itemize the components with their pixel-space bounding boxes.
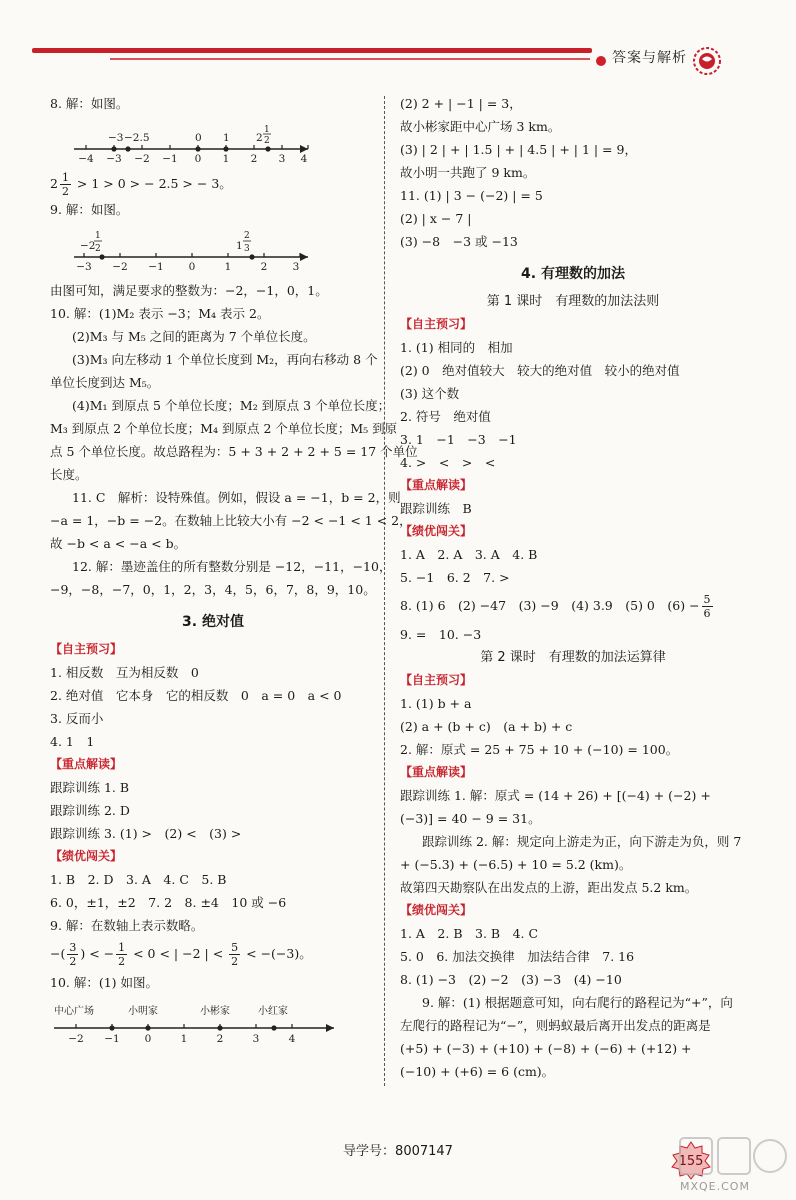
text-line: (2)M₃ 与 M₅ 之间的距离为 7 个单位长度。 <box>72 329 316 344</box>
q8-label-frac-den: 2 <box>264 136 270 146</box>
frac-num: 3 <box>69 941 77 954</box>
q8-label-frac-whole: 2 <box>256 132 263 144</box>
text-line: 2. 绝对值 它本身 它的相反数 0 a = 0 a < 0 <box>50 688 342 703</box>
text-line: 6. 0，±1，±2 7. 2 8. ±4 10 或 −6 <box>50 895 287 910</box>
text-line: 故小明一共跑了 9 km。 <box>400 165 536 180</box>
q8-label-1: 1 <box>223 132 230 144</box>
q8-ans-den: 2 <box>61 185 69 198</box>
q8-tick: 4 <box>300 153 308 165</box>
watermark-text: MXQE.COM <box>680 1180 750 1193</box>
tag-key: 【重点解读】 <box>400 478 473 492</box>
text-line: 4. > < > < <box>400 455 496 470</box>
text-line: 2. 符号 绝对值 <box>400 409 491 424</box>
text-line: 8. (1) −3 (2) −2 (3) −3 (4) −10 <box>400 972 622 987</box>
footer-guide-number: 导学号：8007147 <box>343 1144 453 1159</box>
text-line: 9. = 10. −3 <box>400 627 482 642</box>
ineq-frac <box>116 941 127 968</box>
q10-tick: 2 <box>216 1033 224 1045</box>
header-subrule <box>110 58 590 60</box>
q10-tick: −1 <box>104 1033 120 1045</box>
lesson-1-title: 第 1 课时 有理数的加法法则 <box>486 294 660 309</box>
frac-num: 5 <box>231 941 239 954</box>
text-line: (+5) + (−3) + (+10) + (−8) + (−6) + (+12) + <box>400 1041 692 1056</box>
q8-tick: 3 <box>278 153 286 165</box>
page-number: 155 <box>678 1154 704 1169</box>
q8-answer <box>50 171 376 198</box>
q10-tick: 4 <box>288 1033 296 1045</box>
frac-den: 2 <box>118 955 126 968</box>
q10-tick: 1 <box>180 1033 188 1045</box>
frac-num: 5 <box>703 593 711 606</box>
q10-tick: 0 <box>144 1033 152 1045</box>
text-line: (−3)] = 40 − 9 = 31。 <box>400 811 541 826</box>
text-line: 1. B 2. D 3. A 4. C 5. B <box>50 872 227 887</box>
text-line: 1. (1) 相同的 相加 <box>400 340 513 355</box>
right-column <box>400 92 746 1083</box>
q9-tick: 3 <box>292 261 300 273</box>
text-line: 1. (1) b + a <box>400 696 472 711</box>
text-line: (3) 这个数 <box>400 386 460 401</box>
text-line: 5. −1 6. 2 7. > <box>400 570 510 585</box>
tag-excel: 【绩优闯关】 <box>400 903 473 917</box>
text-line: 10. 解：(1)M₂ 表示 −3；M₄ 表示 2。 <box>50 306 270 321</box>
q9-frac-right-num: 2 <box>244 231 250 241</box>
ineq-frac <box>67 941 78 968</box>
text-line: 1. A 2. B 3. B 4. C <box>400 926 539 941</box>
tag-preview: 【自主预习】 <box>400 317 473 331</box>
ineq-part: −( <box>50 946 66 961</box>
frac-den: 2 <box>69 955 77 968</box>
header-rule <box>32 48 592 53</box>
frac-den: 6 <box>703 607 711 620</box>
l1-q8-frac <box>702 593 713 620</box>
tag-preview: 【自主预习】 <box>400 673 473 687</box>
text-line: 故 −b < a < −a < b。 <box>50 536 187 551</box>
q9-tick: −2 <box>112 261 128 273</box>
text-line: 由图可知，满足要求的整数为：−2，−1，0，1。 <box>50 283 328 298</box>
q9-frac-left-den: 2 <box>95 244 101 254</box>
text-line: 4. 1 1 <box>50 734 95 749</box>
q9-tick: −3 <box>76 261 92 273</box>
q9-inequality <box>50 937 376 971</box>
text-line: (2) 2 + | −1 | = 3， <box>400 96 522 111</box>
text-line: (2) | x − 7 | <box>400 211 472 226</box>
globe-logo-icon <box>690 44 724 78</box>
text-line: 5. 0 6. 加法交换律 加法结合律 7. 16 <box>400 949 635 964</box>
q8-ans-frac <box>60 171 71 198</box>
text-line: (4)M₁ 到原点 5 个单位长度；M₂ 到原点 3 个单位长度； <box>72 398 391 413</box>
q8-tick: 0 <box>194 153 202 165</box>
q10-intro: 10. 解：(1) 如图。 <box>50 975 159 990</box>
tag-excel: 【绩优闯关】 <box>400 524 473 538</box>
q8-number-line <box>50 119 310 165</box>
text-line: (3) −8 −3 或 −13 <box>400 234 518 249</box>
q8-label-n25: −2.5 <box>124 132 150 144</box>
q8-tick: −1 <box>162 153 178 165</box>
q8-tick: 1 <box>222 153 230 165</box>
text-line: M₃ 到原点 2 个单位长度；M₄ 到原点 2 个单位长度；M₅ 到原 <box>50 421 398 436</box>
section-4-title: 4. 有理数的加法 <box>521 266 625 282</box>
ineq-part: < −(−3)。 <box>242 946 312 961</box>
column-divider <box>384 96 385 1086</box>
text-line: −9，−8，−7，0，1，2，3，4，5，6，7，8，9，10。 <box>50 582 376 597</box>
q9-frac-left-num: 1 <box>95 231 101 241</box>
place-xiaohong: 小红家 <box>258 1006 288 1017</box>
place-xiaoming: 小明家 <box>128 1006 158 1017</box>
text-line: 故第四天勘察队在出发点的上游，距出发点 5.2 km。 <box>400 880 698 895</box>
page-header <box>0 0 796 90</box>
q9-frac-right-whole: 1 <box>236 240 243 252</box>
q8-label-n3: −3 <box>108 132 124 144</box>
lesson-2-title: 第 2 课时 有理数的加法运算律 <box>480 650 666 665</box>
text-line: 跟踪训练 1. 解：原式 = (14 + 26) + [(−4) + (−2) + <box>400 788 711 803</box>
text-line: 故小彬家距中心广场 3 km。 <box>400 119 561 134</box>
tag-key: 【重点解读】 <box>50 757 123 771</box>
text-line: (2) a + (b + c) (a + b) + c <box>400 719 573 734</box>
q8-label-frac-num: 1 <box>264 125 270 135</box>
q9-frac-right-den: 3 <box>244 244 250 254</box>
q10-map-number-line <box>50 998 350 1050</box>
text-line: 单位长度到达 M₅。 <box>50 375 160 390</box>
section-3-title: 3. 绝对值 <box>182 614 244 630</box>
q9-number-line <box>50 225 310 273</box>
q9-tick: 2 <box>260 261 268 273</box>
text-line: 2. 解：原式 = 25 + 75 + 10 + (−10) = 100。 <box>400 742 679 757</box>
text-line: 跟踪训练 3. (1) > (2) < (3) > <box>50 826 242 841</box>
q8-label-0: 0 <box>195 132 202 144</box>
text-line: (2) 0 绝对值较大 较大的绝对值 较小的绝对值 <box>400 363 680 378</box>
q8-intro: 8. 解：如图。 <box>50 96 129 111</box>
q9-intro: 9. 解：如图。 <box>50 202 129 217</box>
text-line: 9. 解：(1) 根据题意可知，向右爬行的路程记为“+”，向 <box>422 995 733 1010</box>
place-xiaobin: 小彬家 <box>200 1006 230 1017</box>
text-line: 11. C 解析：设特殊值。例如，假设 a = −1，b = 2，则 <box>72 490 401 505</box>
ineq-part: < 0 < | −2 | < <box>129 946 228 961</box>
text-line: 左爬行的路程记为“−”，则蚂蚁最后离开出发点的距离是 <box>400 1018 711 1033</box>
tag-excel: 【绩优闯关】 <box>50 849 123 863</box>
q8-ans-whole: 2 <box>50 176 58 191</box>
q9-tick: 0 <box>188 261 196 273</box>
text-line: 9. 解：在数轴上表示数略。 <box>50 918 204 933</box>
text-line: (3) | 2 | + | 1.5 | + | 4.5 | + | 1 | = 9， <box>400 142 637 157</box>
text-line: 跟踪训练 1. B <box>50 780 130 795</box>
text-line: 跟踪训练 2. D <box>50 803 130 818</box>
text-line: 1. 相反数 互为相反数 0 <box>50 665 199 680</box>
text-line: 12. 解：墨迹盖住的所有整数分别是 −12，−11，−10， <box>72 559 392 574</box>
text-line: 跟踪训练 B <box>400 501 472 516</box>
text-line: 3. 反而小 <box>50 711 104 726</box>
header-title: 答案与解析 <box>612 50 687 66</box>
q9-tick: 1 <box>224 261 232 273</box>
frac-num: 1 <box>118 941 126 954</box>
q8-tick: −2 <box>134 153 150 165</box>
frac-den: 2 <box>231 955 239 968</box>
text-line: + (−5.3) + (−6.5) + 10 = 5.2 (km)。 <box>400 857 632 872</box>
l1-q8 <box>400 589 746 623</box>
q8-ans-num: 1 <box>61 171 69 184</box>
text-line: 3. 1 −1 −3 −1 <box>400 432 517 447</box>
q8-tick: 2 <box>250 153 258 165</box>
q10-tick: −2 <box>68 1033 84 1045</box>
text-line: 长度。 <box>50 467 88 482</box>
tag-preview: 【自主预习】 <box>50 642 123 656</box>
q9-frac-left-whole: −2 <box>80 240 96 252</box>
q9-tick: −1 <box>148 261 164 273</box>
text-line: (−10) + (+6) = 6 (cm)。 <box>400 1064 555 1079</box>
place-center-square: 中心广场 <box>54 1006 94 1017</box>
q8-ans-rest: > 1 > 0 > − 2.5 > − 3。 <box>72 176 232 191</box>
left-column <box>50 92 418 1056</box>
header-bullet-icon <box>596 56 606 66</box>
text-line: −a = 1，−b = −2。在数轴上比较大小有 −2 < −1 < 1 < 2， <box>50 513 412 528</box>
ineq-part: ) < − <box>80 946 115 961</box>
q10-tick: 3 <box>252 1033 260 1045</box>
ineq-frac <box>229 941 240 968</box>
l1-q8-text: 8. (1) 6 (2) −47 (3) −9 (4) 3.9 (5) 0 (6) − <box>400 598 700 613</box>
text-line: 11. (1) | 3 − (−2) | = 5 <box>400 188 543 203</box>
text-line: 1. A 2. A 3. A 4. B <box>400 547 538 562</box>
q8-tick: −3 <box>106 153 122 165</box>
text-line: 跟踪训练 2. 解：规定向上游走为正，向下游走为负，则 7 <box>422 834 742 849</box>
q8-tick: −4 <box>78 153 94 165</box>
text-line: 点 5 个单位长度。故总路程为：5 + 3 + 2 + 2 + 5 = 17 个单位 <box>50 444 418 459</box>
text-line: (3)M₃ 向左移动 1 个单位长度到 M₂，再向右移动 8 个 <box>72 352 378 367</box>
tag-key: 【重点解读】 <box>400 765 473 779</box>
